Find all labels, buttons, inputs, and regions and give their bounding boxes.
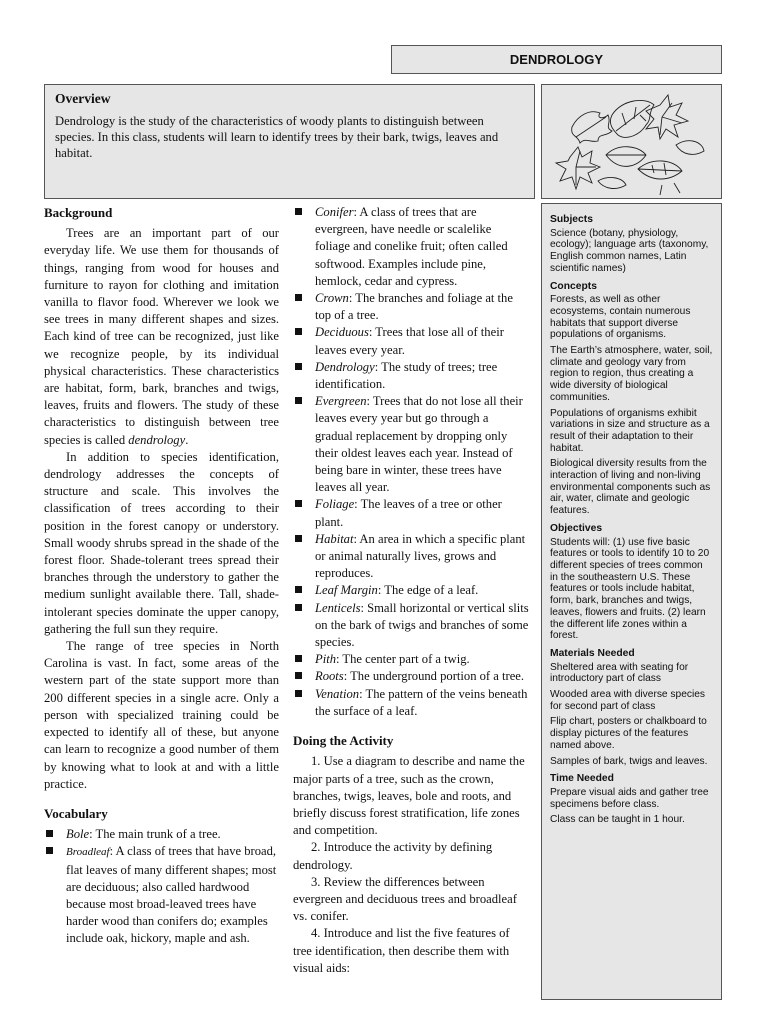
- time-section: [550, 773, 713, 826]
- concept-item: Populations of organisms exhibit variations in size and structure as a result of their adaptation to their habitat.: [550, 407, 710, 454]
- activity-step: 1. Use a diagram to describe and name the major parts of a tree, such as the crown, branches, twigs, leaves, bole and roots, and briefly discuss forest stratification, life zones and competition.: [293, 754, 525, 838]
- sidebar: [541, 203, 722, 1000]
- vocab-item: Deciduous: Trees that lose all of their leaves every year.: [293, 324, 529, 358]
- page-title: DENDROLOGY: [509, 52, 604, 67]
- background-heading: Background: [44, 205, 113, 220]
- vocab-item: Broadleaf: A class of trees that have broad, flat leaves of many different shapes; most are deciduous; also called hardwood because most broad-leaved trees have harder wood than conifers do; examples include oak, hickory, maple and ash.: [44, 843, 279, 947]
- subjects-section: [550, 214, 713, 275]
- activity-step: 2. Introduce the activity by defining dendrology.: [293, 840, 493, 872]
- bullet-icon: [295, 363, 302, 370]
- bullet-icon: [295, 535, 302, 542]
- vocab-item: Pith: The center part of a twig.: [293, 651, 529, 668]
- vocabulary-heading: Vocabulary: [44, 805, 108, 821]
- concepts-section: [550, 281, 713, 517]
- bullet-icon: [46, 830, 53, 837]
- materials-heading: Materials Needed: [550, 647, 635, 659]
- background-paragraph: The range of tree species in North Carolina is vast. In fact, some areas of the western part of the state support more than 200 different species in a single acre. Only a person with specialized training could be expected to identify all of these, but anyone can learn to recognize a good number of them by knowing what to look at and with a little practice.: [44, 639, 279, 791]
- bullet-icon: [295, 208, 302, 215]
- bullet-icon: [295, 655, 302, 662]
- concepts-heading: Concepts: [550, 280, 597, 292]
- subjects-text: Science (botany, physiology, ecology); language arts (taxonomy, English common names, Latin scientific names): [550, 227, 709, 274]
- subjects-heading: Subjects: [550, 214, 593, 225]
- materials-item: Sheltered area with seating for introductory part of class: [550, 661, 689, 685]
- bullet-icon: [295, 604, 302, 611]
- activity-step: 4. Introduce and list the five features of tree identification, then describe them with visual aids:: [293, 926, 510, 975]
- bullet-icon: [295, 500, 302, 507]
- concept-item: The Earth’s atmosphere, water, soil, climate and geology vary from region to region, thus creating a wide diversity of biological communities.: [550, 345, 713, 403]
- vocab-item: Venation: The pattern of the veins beneath the surface of a leaf.: [293, 686, 529, 720]
- bullet-icon: [295, 690, 302, 697]
- column-middle: [293, 204, 529, 977]
- background-paragraph: In addition to species identification, dendrology addresses the concepts of structure and scale. This involves the classification of trees according to their position in the forest canopy or understory. Small woody shrubs spread in the shade of the forest floor. Shade-tolerant trees spread their branches through the understory to gather the medium sunlight available there. Tall, shade-intolerant species dominate the upper canopy, gathering the full sun they require.: [44, 449, 279, 636]
- time-item: Class can be taught in 1 hour.: [550, 814, 685, 826]
- vocab-item: Foliage: The leaves of a tree or other plant.: [293, 496, 529, 530]
- vocab-item: Leaf Margin: The edge of a leaf.: [293, 582, 529, 599]
- objectives-heading: Objectives: [550, 522, 603, 534]
- leaves-illustration: [542, 85, 723, 200]
- materials-item: Flip chart, posters or chalkboard to display pictures of the features named above.: [550, 716, 707, 751]
- bullet-icon: [295, 328, 302, 335]
- vocab-item: Evergreen: Trees that do not lose all their leaves every year but go through a gradual replacement by dropping only their oldest leaves each year. Instead of being bare in winter, these trees have leaves all year.: [293, 393, 529, 496]
- leaf-illustration-box: [541, 84, 722, 199]
- vocab-item: Conifer: A class of trees that are evergreen, have needle or scalelike foliage and conelike fruit; often called softwood. Examples include pine, hemlock, cedar and cypress.: [293, 204, 529, 290]
- activity-step: 3. Review the differences between evergreen and deciduous trees and broadleaf vs. conifer.: [293, 874, 517, 924]
- objectives-section: [550, 523, 713, 642]
- materials-section: [550, 648, 713, 767]
- vocab-item: Roots: The underground portion of a tree.: [293, 668, 529, 685]
- vocab-item: Dendrology: The study of trees; tree identification.: [293, 359, 529, 393]
- bullet-icon: [46, 847, 53, 854]
- overview-text: Dendrology is the study of the characteristics of woody plants to distinguish between species. In this class, students will learn to identify trees by their bark, twigs, leaves and habitat.: [55, 114, 499, 160]
- overview-heading: Overview: [55, 91, 111, 106]
- column-left: [44, 204, 279, 948]
- bullet-icon: [295, 586, 302, 593]
- concept-item: Biological diversity results from the interaction of living and non-living environmental components such as air, water, climate and geologic features.: [550, 458, 711, 517]
- bullet-icon: [295, 397, 302, 404]
- vocab-item: Lenticels: Small horizontal or vertical slits on the bark of twigs and branches of some species.: [293, 600, 529, 652]
- materials-item: Wooded area with diverse species for second part of class: [550, 689, 705, 712]
- overview-box: [44, 84, 535, 199]
- activity-heading: Doing the Activity: [293, 733, 394, 749]
- vocab-item: Crown: The branches and foliage at the top of a tree.: [293, 290, 529, 324]
- objectives-text: Students will: (1) use five basic features or tools to identify 10 to 20 different species of trees common in the southeastern U.S. These features or tools include habitat, form, bark, branches and twigs, leaves, flowers and fruits. (2) learn the different life zones within a forest.: [550, 536, 710, 642]
- concept-item: Forests, as well as other ecosystems, contain numerous habitats that support diverse populations of organisms.: [550, 294, 691, 341]
- materials-item: Samples of bark, twigs and leaves.: [550, 755, 708, 767]
- vocab-item: Bole: The main trunk of a tree.: [44, 826, 279, 843]
- time-item: Prepare visual aids and gather tree specimens before class.: [550, 786, 709, 810]
- time-heading: Time Needed: [550, 773, 614, 785]
- vocab-item: Habitat: An area in which a specific plant or animal naturally lives, grows and reproduces.: [293, 531, 529, 583]
- title-box: [391, 45, 722, 74]
- background-paragraph: Trees are an important part of our everyday life. We use them for thousands of things, ranging from wood for houses and furniture to rayon for clothing and imitation vanilla to flavor food. Wherever we look we see trees in many different shapes and sizes. Each kind of tree can be recognized, just like we recognize people, by its individual physical characteristics. These characteristics are habitat, form, bark, branches and twigs, leaves, fruits and flowers. The study of these characteristics to distinguish between tree species is called dendrology.: [44, 226, 279, 447]
- bullet-icon: [295, 672, 302, 679]
- bullet-icon: [295, 294, 302, 301]
